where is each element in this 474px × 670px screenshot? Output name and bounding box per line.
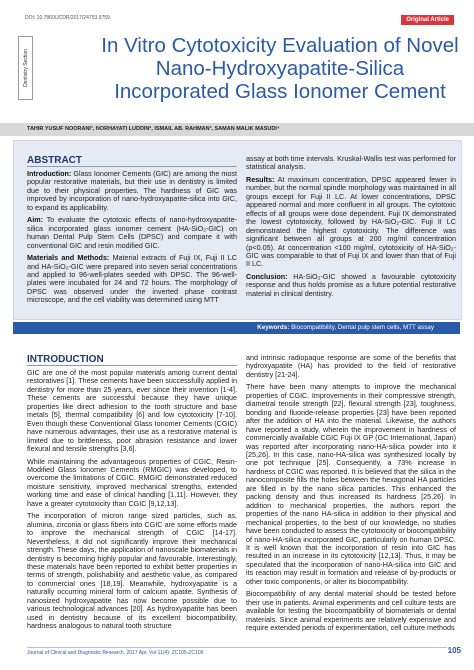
results-text: At maximum concentration, DPSC appeared fewer in number, but the normal spindle morphology was maintained in all groups except for Fuji II LC. At lower concentrations, DPSC appeared normal and more confluent in all groups. The cytotoxic effects of all groups were dose dependent. Fuji IX demonstrated the lowest cytotoxicity, followed by HA-SiO₂-GIC. Fuji II LC demonstrated the highest cytotoxicity. The difference was significant between all groups at 200 mg/ml concentration (p<0.05). At concentration <100 mg/ml, cytotoxicity of HA-SiO₂-GIC was comparable to that of Fuji IX and lower than that of Fuji II LC. [246,174,456,269]
methods-label: Materials and Methods: [27,253,110,263]
intro-right-paragraph-3: Biocompatibility of any dental material should be tested before their use in patients. Animal experiments and cell culture tests are available for testing the biocompatibility of biomaterials or dental materials. Since animal experiments are relatively expensive and require extended periods of experimentation, cell culture methods [246,589,456,633]
abstract-methods [27,254,237,305]
intro-label: Introduction: [27,169,72,178]
intro-text: Glass Ionomer Cements (GIC) are among the most popular restorative materials, but their use in dentistry is limited due to their physical properties. The hardness of GIC was improved by incorporation of nano-hydroxyapatite-silica into GIC, to expand its applicability. [27,169,237,212]
intro-left-paragraph-3: The incorporation of micron range sized particles, such as, alumina, zirconia or glass fibers into CGIC are some efforts made to improve the mechanical strength of CGIC [14-17]. Nevertheless, it did not significantly improve their mechanical strength. These days, the application of nanoscale biomaterials in dentistry is becoming highly popular and favourable. Interestingly, these materials have been reported to exhibit better properties in terms of strength, polishability and aesthetic value, as compared to commercial ones [18,19]. Meanwhile, hydroxyapatite is a naturally occurring mineral form of calcium apatite. Synthesis of nanosized hydroxyapatite has now become possible due to various technological advances [20]. As hydroxyapatite has been used in dentistry because of its excellent biocompatibility, hardness analogous to natural tooth structure [27,511,237,631]
page-number: 105 [447,646,461,655]
abstract-heading-rule [27,166,237,167]
footer-rule [27,647,447,648]
keywords [257,324,460,331]
abstract-right-column [246,155,456,302]
methods-text: Material extracts of Fuji IX, Fuji II LC and HA-SiO₂-GIC were prepared into seven serial concentrations and applied to 96-well-plates seeded with DPSC. The 96-well-plates were incubated for 24 and 72 hours. The morphology of DPSC was observed under the inverted phase contrast microscope, and the cell viability was determined using MTT [27,253,237,305]
introduction-heading: INTRODUCTION [27,354,104,365]
abstract-aim [27,216,237,250]
journal-footer: Journal of Clinical and Diagnostic Research. 2017 Apr, Vol-11(4): ZC105-ZC109 [27,650,204,656]
section-tab [18,36,33,100]
aim-text: To evaluate the cytotoxic effects of nano-hydroxyapatite-silica incorporated glass ionomer cement (HA-SiO₂-GIC) on human Dental Pulp Stem Cells (DPSC) and compare it with conventional GIC and resin modified GIC. [27,215,237,250]
results-label: Results: [246,174,275,184]
conclusion-text: HA-SiO₂-GIC showed a favourable cytotoxicity response and thus holds promise as a future potential restorative material in clinical dentistry. [246,271,456,298]
abstract-introduction [27,170,237,212]
abstract-heading: ABSTRACT [27,155,82,166]
abstract-results [246,176,456,269]
article-type-badge: Original Article [401,15,454,25]
intro-right-paragraph-2: There have been many attempts to improve the mechanical properties of CGIC. Improvements in their compressive strength, diametral tensile strength [22], flexural strength [23], toughness, bonding and fluoride-release properties [23] have been reported after the addition of HA into the material. Likewise, the authors have reported a study, wherein the improvement in hardness of commercially available CGIC Fuji IX GP (GC International, Japan) was reported after incorporating nano-HA-silica powder into it [25,26]. In this case, nano-HA-silica was synthesized locally by one pot technique [25]. Consequently, a 73% increase in hardness of CGIC was reported. It is believed that the silica in the nanocomposite fills the holes between the hexagonal HA particles are filled in by the nano silica particles. This enhanced the packing density and thus increased its hardness [25,26]. In addition to mechanical properties, the authors report the properties of the nano HA-silica in addition to their physical and mechanical properties, to the best of our knowledge, no studies have been conducted to assess the cytotoxicity or biocompatibility of nano-HA-silica incorporated GIC, particularly on human DPSC. It is well known that the incorporation of resin into GIC has resulted in an increase in its cytotoxicity [12,13]. Thus, it may be speculated that the incorporation of nano-HA-silica into GIC and its reaction may result in formation and release of by-products or other toxic components, or alter its biocompatibility. [246,382,456,586]
keywords-label: Keywords: [257,324,290,331]
keywords-bar [13,322,460,334]
introduction-right-column [246,354,456,644]
abstract-left-column [27,170,237,309]
authors: TAHIR YUSUF NOORANI¹, NORHAYATI LUDDIN², ISMAIL AB. RAHMAN³, SAMAN MALIK MASUDI⁴ [27,126,280,132]
intro-left-paragraph-1: GIC are one of the most popular materials among current dental restoratives [1]. These cements have been successfully applied in dentistry for more than 25 years, ever since their invention [1-4]. These cements are successful because they have unique properties like direct adhesion to the tooth structure and base metals [5], thermal compatibility [6] and low cytotoxicity [7-10]. Even though these Conventional Glass Ionomer Cements (CGIC) have numerous advantages, their use as a restorative material is limited due to brittleness, poor abrasion resistance and lower flexural and tensile strengths [3,6]. [27,369,237,454]
conclusion-label: Conclusion: [246,271,288,281]
abstract-conclusion [246,273,456,298]
article-title: In Vitro Cytotoxicity Evaluation of Novel Nano-Hydroxyapatite-Silica Incorporated Glass Ionomer Cement [101,34,459,103]
aim-label: Aim: [27,215,43,225]
doi-text: DOI: 10.7860/JCDR/2017/24753.9759 [25,15,110,21]
intro-right-paragraph-1: and intrinsic radiopaque response are some of the benefits that hydroxyapatite (HA) has provided to the field of restorative dentistry [21-24]. [246,354,456,379]
abstract-methods-cont: assay at both time intervals. Kruskal-Wallis test was performed for statistical analysis. [246,154,456,172]
introduction-heading-rule [27,365,237,366]
section-label: Dentistry Section [22,49,29,87]
intro-left-paragraph-2: While maintaining the advantageous properties of CGIC, Resin-Modified Glass Ionomer Cements (RMGIC) was developed, to overcome the limitations of CGIC. RMGIC demonstrated reduced moisture sensitivity, improved mechanical strengths, extended working time and ease of clinical handling [1,11]. However, they have a greater cytotoxicity than CGIC [9,12,13]. [27,456,237,508]
keywords-text: Biocompatibility, Dental pulp stem cells, MTT assay [289,324,434,331]
introduction-left-column [27,369,237,644]
